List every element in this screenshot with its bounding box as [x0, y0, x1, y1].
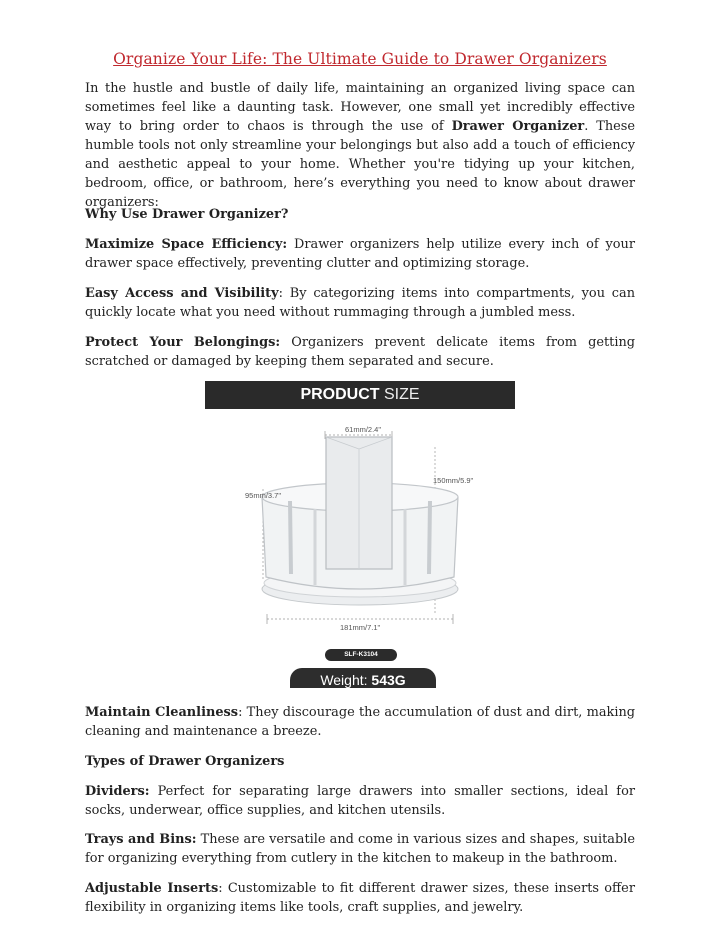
why-heading: Why Use Drawer Organizer? [85, 207, 289, 222]
dimension-side-label: 95mm/3.7" [245, 491, 282, 500]
intro-text-after: . These humble tools not only streamline your belongings but also add a touch of efficiency and aesthetic appeal to your home. Whether you're tidying up your kitchen, bedroom, office, or bathroom, here’s everything you need to know about drawer organizers: [85, 119, 635, 210]
benefit-paragraph [85, 333, 635, 371]
type-label: Dividers: [85, 784, 150, 799]
type-label: Adjustable Inserts [85, 881, 219, 896]
type-paragraph [85, 782, 635, 820]
type-paragraph [85, 830, 635, 868]
weight-value: 543G [371, 672, 406, 688]
organizer-illustration [205, 409, 515, 649]
types-heading: Types of Drawer Organizers [85, 754, 285, 769]
cleanliness-paragraph [85, 703, 635, 741]
benefit-text: Organizers prevent delicate items from getting scratched or damaged by keeping them separated and secure. [85, 335, 635, 369]
banner-bold: PRODUCT [300, 386, 380, 403]
benefit-label: Maintain Cleanliness [85, 705, 239, 720]
type-text: Perfect for separating large drawers into smaller sections, ideal for socks, underwear, office supplies, and kitchen utensils. [85, 784, 635, 818]
dimension-top-label: 61mm/2.4" [345, 425, 382, 434]
weight-badge [290, 668, 436, 688]
dimension-width-label: 181mm/7.1" [340, 623, 381, 632]
type-text: These are versatile and come in various sizes and shapes, suitable for organizing everything from cutlery in the kitchen to makeup in the bathroom. [85, 832, 635, 866]
model-badge: SLF-K3104 [325, 649, 397, 661]
benefit-text: Drawer organizers help utilize every inch of your drawer space effectively, preventing clutter and optimizing storage. [85, 237, 635, 271]
type-paragraph [85, 879, 635, 917]
intro-text-before: In the hustle and bustle of daily life, maintaining an organized living space can sometimes feel like a daunting task. However, one small yet incredibly effective way to bring order to chaos is through the use of [85, 81, 635, 134]
benefit-text: : By categorizing items into compartments, you can quickly locate what you need without rummaging through a jumbled mess. [85, 286, 635, 320]
benefit-label: Easy Access and Visibility [85, 286, 279, 301]
type-text: : Customizable to fit different drawer sizes, these inserts offer flexibility in organizing items like tools, craft supplies, and jewelry. [85, 881, 635, 915]
dimension-height-label: 150mm/5.9" [433, 476, 474, 485]
weight-label: Weight: [320, 672, 372, 688]
product-banner-text [205, 381, 515, 409]
intro-bold-term: Drawer Organizer [451, 119, 585, 134]
type-label: Trays and Bins: [85, 832, 197, 847]
benefit-paragraph [85, 235, 635, 273]
intro-paragraph [85, 79, 635, 212]
benefit-label: Protect Your Belongings: [85, 335, 281, 350]
benefit-label: Maximize Space Efficiency: [85, 237, 288, 252]
page-title: Organize Your Life: The Ultimate Guide to Drawer Organizers [113, 50, 607, 68]
product-size-image [205, 381, 515, 688]
benefit-paragraph [85, 284, 635, 322]
banner-light: SIZE [379, 386, 420, 403]
benefit-text: : They discourage the accumulation of dust and dirt, making cleaning and maintenance a breeze. [85, 705, 636, 739]
